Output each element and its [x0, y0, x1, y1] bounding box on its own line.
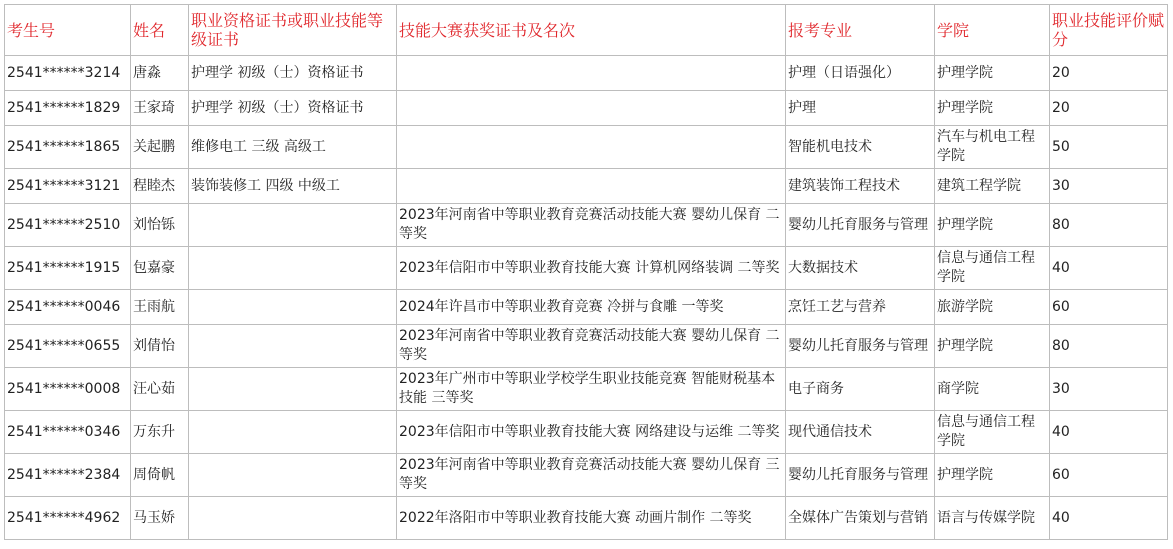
score-cell: 50: [1050, 126, 1168, 169]
award-cell: 2024年许昌市中等职业教育竞赛 冷拼与食雕 一等奖: [397, 290, 786, 325]
certificate-cell: [189, 204, 397, 247]
score-cell: 60: [1050, 290, 1168, 325]
major-cell: 护理: [786, 91, 935, 126]
exam-id-cell: 2541******1915: [5, 247, 131, 290]
name-cell: 万东升: [131, 411, 189, 454]
college-cell: 护理学院: [935, 56, 1050, 91]
exam-id-cell: 2541******0655: [5, 325, 131, 368]
col-header-certificate: 职业资格证书或职业技能等级证书: [189, 5, 397, 56]
score-cell: 40: [1050, 247, 1168, 290]
certificate-cell: 装饰装修工 四级 中级工: [189, 169, 397, 204]
name-cell: 包嘉豪: [131, 247, 189, 290]
admission-table: [4, 4, 1168, 540]
major-cell: 护理（日语强化）: [786, 56, 935, 91]
major-cell: 电子商务: [786, 368, 935, 411]
award-cell: 2023年信阳市中等职业教育技能大赛 网络建设与运维 二等奖: [397, 411, 786, 454]
certificate-cell: 护理学 初级（士）资格证书: [189, 91, 397, 126]
exam-id-cell: 2541******1829: [5, 91, 131, 126]
major-cell: 现代通信技术: [786, 411, 935, 454]
table-row: [5, 497, 1168, 540]
table-row: [5, 411, 1168, 454]
table-body: [5, 56, 1168, 540]
award-cell: 2023年河南省中等职业教育竞赛活动技能大赛 婴幼儿保育 二等奖: [397, 325, 786, 368]
name-cell: 王雨航: [131, 290, 189, 325]
certificate-cell: [189, 411, 397, 454]
certificate-cell: [189, 247, 397, 290]
table-row: [5, 325, 1168, 368]
exam-id-cell: 2541******1865: [5, 126, 131, 169]
college-cell: 护理学院: [935, 204, 1050, 247]
score-cell: 20: [1050, 91, 1168, 126]
award-cell: [397, 91, 786, 126]
certificate-cell: [189, 497, 397, 540]
name-cell: 刘怡铄: [131, 204, 189, 247]
certificate-cell: 护理学 初级（士）资格证书: [189, 56, 397, 91]
exam-id-cell: 2541******0046: [5, 290, 131, 325]
award-cell: 2023年信阳市中等职业教育技能大赛 计算机网络装调 二等奖: [397, 247, 786, 290]
major-cell: 智能机电技术: [786, 126, 935, 169]
score-cell: 30: [1050, 169, 1168, 204]
score-cell: 20: [1050, 56, 1168, 91]
college-cell: 汽车与机电工程学院: [935, 126, 1050, 169]
college-cell: 信息与通信工程学院: [935, 411, 1050, 454]
table-row: [5, 126, 1168, 169]
award-cell: 2023年广州市中等职业学校学生职业技能竞赛 智能财税基本技能 三等奖: [397, 368, 786, 411]
score-cell: 40: [1050, 411, 1168, 454]
college-cell: 建筑工程学院: [935, 169, 1050, 204]
name-cell: 周倚帆: [131, 454, 189, 497]
col-header-college: 学院: [935, 5, 1050, 56]
college-cell: 语言与传媒学院: [935, 497, 1050, 540]
major-cell: 建筑装饰工程技术: [786, 169, 935, 204]
table-row: [5, 56, 1168, 91]
exam-id-cell: 2541******0008: [5, 368, 131, 411]
table-row: [5, 91, 1168, 126]
award-cell: [397, 56, 786, 91]
college-cell: 护理学院: [935, 454, 1050, 497]
col-header-score: 职业技能评价赋分: [1050, 5, 1168, 56]
major-cell: 婴幼儿托育服务与管理: [786, 204, 935, 247]
name-cell: 汪心茹: [131, 368, 189, 411]
score-cell: 80: [1050, 325, 1168, 368]
college-cell: 商学院: [935, 368, 1050, 411]
exam-id-cell: 2541******2510: [5, 204, 131, 247]
col-header-name: 姓名: [131, 5, 189, 56]
exam-id-cell: 2541******3121: [5, 169, 131, 204]
award-cell: [397, 169, 786, 204]
major-cell: 婴幼儿托育服务与管理: [786, 325, 935, 368]
major-cell: 大数据技术: [786, 247, 935, 290]
exam-id-cell: 2541******4962: [5, 497, 131, 540]
major-cell: 全媒体广告策划与营销: [786, 497, 935, 540]
name-cell: 程睦杰: [131, 169, 189, 204]
name-cell: 唐淼: [131, 56, 189, 91]
award-cell: 2023年河南省中等职业教育竞赛活动技能大赛 婴幼儿保育 三等奖: [397, 454, 786, 497]
table-row: [5, 169, 1168, 204]
table-row: [5, 368, 1168, 411]
score-cell: 30: [1050, 368, 1168, 411]
college-cell: 信息与通信工程学院: [935, 247, 1050, 290]
table-row: [5, 454, 1168, 497]
award-cell: [397, 126, 786, 169]
name-cell: 关起鹏: [131, 126, 189, 169]
major-cell: 婴幼儿托育服务与管理: [786, 454, 935, 497]
score-cell: 80: [1050, 204, 1168, 247]
college-cell: 护理学院: [935, 325, 1050, 368]
college-cell: 旅游学院: [935, 290, 1050, 325]
score-cell: 60: [1050, 454, 1168, 497]
exam-id-cell: 2541******2384: [5, 454, 131, 497]
certificate-cell: [189, 454, 397, 497]
score-cell: 40: [1050, 497, 1168, 540]
col-header-major: 报考专业: [786, 5, 935, 56]
exam-id-cell: 2541******0346: [5, 411, 131, 454]
certificate-cell: [189, 290, 397, 325]
certificate-cell: [189, 325, 397, 368]
college-cell: 护理学院: [935, 91, 1050, 126]
col-header-exam-id: 考生号: [5, 5, 131, 56]
award-cell: 2023年河南省中等职业教育竞赛活动技能大赛 婴幼儿保育 二等奖: [397, 204, 786, 247]
certificate-cell: [189, 368, 397, 411]
col-header-award: 技能大赛获奖证书及名次: [397, 5, 786, 56]
certificate-cell: 维修电工 三级 高级工: [189, 126, 397, 169]
name-cell: 王家琦: [131, 91, 189, 126]
table-row: [5, 204, 1168, 247]
name-cell: 刘倩怡: [131, 325, 189, 368]
exam-id-cell: 2541******3214: [5, 56, 131, 91]
major-cell: 烹饪工艺与营养: [786, 290, 935, 325]
name-cell: 马玉娇: [131, 497, 189, 540]
table-row: [5, 247, 1168, 290]
header-row: [5, 5, 1168, 56]
table-row: [5, 290, 1168, 325]
award-cell: 2022年洛阳市中等职业教育技能大赛 动画片制作 二等奖: [397, 497, 786, 540]
